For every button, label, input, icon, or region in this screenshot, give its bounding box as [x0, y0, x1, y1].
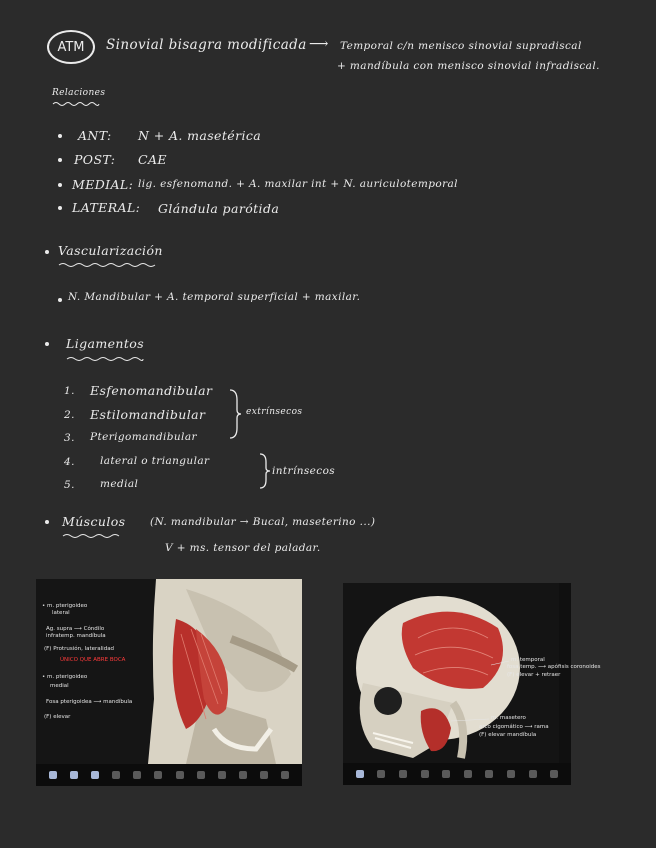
- toolbar-icon[interactable]: [49, 771, 57, 779]
- toolbar-icon[interactable]: [507, 770, 515, 778]
- toolbar-icon[interactable]: [112, 771, 120, 779]
- toolbar-icon[interactable]: [485, 770, 493, 778]
- bullet-dot: [58, 134, 62, 138]
- relacion-value: CAE: [138, 152, 167, 167]
- header-line1-definition: Sinovial bisagra modificada: [106, 37, 307, 53]
- app-toolbar: [343, 763, 571, 785]
- annotation: (F) Protrusión, lateralidad: [44, 646, 115, 652]
- toolbar-icon[interactable]: [260, 771, 268, 779]
- annotation: Ag. supra ⟶ Cóndilo: [46, 626, 105, 632]
- annotation: (F) elevar + retraer: [507, 672, 561, 678]
- musculos-title: Músculos: [62, 514, 126, 529]
- ligamento-label: Estilomandibular: [90, 407, 206, 422]
- toolbar-icon[interactable]: [399, 770, 407, 778]
- ligamento-number: 3.: [64, 432, 75, 444]
- annotation: (F) elevar mandíbula: [479, 732, 537, 738]
- bullet-dot: [45, 342, 49, 346]
- relacion-value: lig. esfenomand. + A. maxilar int + N. auriculotemporal: [138, 178, 458, 190]
- annotation: Fosa pterigoidea ⟶ mandíbula: [46, 699, 133, 705]
- vascularizacion-title: Vascularización: [58, 243, 163, 258]
- relacion-value: N + A. masetérica: [138, 128, 262, 143]
- skull-temporal-illustration: [343, 583, 571, 785]
- atm-circled-label: ATM: [47, 30, 95, 64]
- relacion-key: LATERAL:: [72, 200, 141, 215]
- ligamento-number: 1.: [64, 385, 75, 397]
- toolbar-icon[interactable]: [91, 771, 99, 779]
- annotation: (F) elevar: [44, 714, 71, 720]
- ligamento-label: Pterigomandibular: [90, 431, 197, 443]
- app-toolbar: [36, 764, 302, 786]
- vascularizacion-text: N. Mandibular + A. temporal superficial + maxilar.: [68, 291, 361, 303]
- toolbar-icon[interactable]: [442, 770, 450, 778]
- bullet-dot: [58, 183, 62, 187]
- ligamento-label: Esfenomandibular: [90, 383, 213, 398]
- toolbar-icon[interactable]: [281, 771, 289, 779]
- relacion-key: ANT:: [78, 128, 112, 143]
- relacion-key: MEDIAL:: [72, 177, 134, 192]
- annotation: fosa temp. ⟶ apófisis coronoides: [507, 664, 601, 670]
- ligamento-number: 4.: [64, 456, 75, 468]
- header-line1-continuation: Temporal c/n menisco sinovial supradiscal: [340, 40, 582, 52]
- header-arrow-icon: ⟶: [309, 36, 329, 52]
- side-panel-strip: [559, 583, 571, 763]
- toolbar-icon[interactable]: [464, 770, 472, 778]
- musculos-line1: (N. mandibular → Bucal, maseterino ...): [150, 516, 376, 528]
- toolbar-icon[interactable]: [197, 771, 205, 779]
- relaciones-title: Relaciones: [52, 88, 106, 98]
- bullet-dot: [45, 520, 49, 524]
- group-intrinsecos: intrínsecos: [272, 465, 336, 477]
- annotation-highlight: ÚNICO QUE ABRE BOCA: [60, 657, 126, 663]
- annotation: arco cigomático ⟶ rama: [479, 724, 549, 730]
- toolbar-icon[interactable]: [356, 770, 364, 778]
- ligamentos-title: Ligamentos: [66, 336, 145, 351]
- ligamento-label: medial: [100, 478, 139, 490]
- group-extrinsecos: extrínsecos: [246, 407, 303, 417]
- toolbar-icon[interactable]: [550, 770, 558, 778]
- relacion-value: Glándula parótida: [158, 201, 280, 216]
- ligamentos-underline: [66, 356, 144, 362]
- bullet-dot: [58, 158, 62, 162]
- toolbar-icon[interactable]: [529, 770, 537, 778]
- annotation: • m. pterigoideo: [42, 674, 88, 680]
- header-line2: + mandíbula con menisco sinovial infradiscal.: [337, 60, 600, 72]
- musculos-line2: V + ms. tensor del paladar.: [165, 542, 321, 554]
- ligamento-number: 2.: [64, 409, 75, 421]
- bracket-intrinsecos: [258, 452, 272, 490]
- annotation: m. masetero: [491, 715, 526, 721]
- toolbar-icon[interactable]: [133, 771, 141, 779]
- annotation: infratemp. mandíbula: [46, 633, 106, 639]
- pterygoid-muscles-screenshot: [36, 579, 302, 786]
- toolbar-icon[interactable]: [377, 770, 385, 778]
- toolbar-icon[interactable]: [70, 771, 78, 779]
- bullet-dot: [58, 206, 62, 210]
- musculos-underline: [62, 533, 120, 539]
- toolbar-icon[interactable]: [421, 770, 429, 778]
- annotation: medial: [50, 683, 69, 689]
- annotation: lateral: [52, 610, 70, 616]
- bullet-dot: [45, 250, 49, 254]
- ligamento-label: lateral o triangular: [100, 455, 210, 467]
- toolbar-icon[interactable]: [218, 771, 226, 779]
- bullet-dot: [58, 298, 62, 302]
- temporal-masseter-screenshot: [343, 583, 601, 785]
- vascularizacion-underline: [58, 262, 156, 268]
- ligamento-number: 5.: [64, 479, 75, 491]
- relaciones-underline: [52, 101, 100, 107]
- annotation: • m. pterigoideo: [42, 603, 88, 609]
- annotation: m. temporal: [511, 657, 545, 663]
- relacion-key: POST:: [74, 152, 116, 167]
- toolbar-icon[interactable]: [176, 771, 184, 779]
- toolbar-icon[interactable]: [154, 771, 162, 779]
- bracket-extrinsecos: [228, 388, 242, 440]
- toolbar-icon[interactable]: [239, 771, 247, 779]
